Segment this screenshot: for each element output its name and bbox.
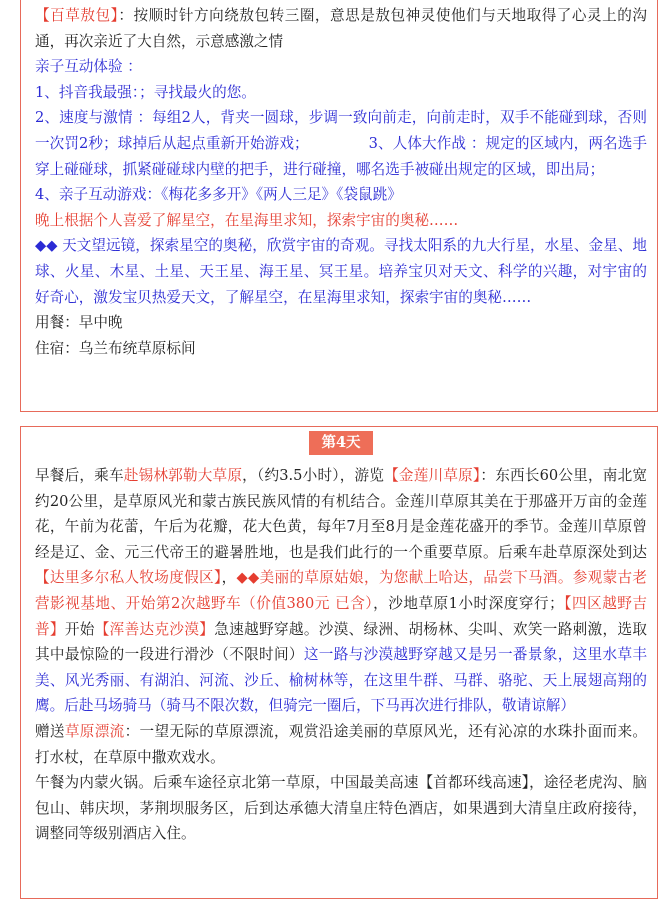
- telescope-paragraph: [35, 233, 647, 310]
- activity-items-2-3: [35, 105, 647, 182]
- lodging-line: 住宿：乌兰布统草原标间: [35, 339, 196, 357]
- meals-line: 用餐：早中晚: [35, 314, 123, 332]
- text-segment: ，沙地草原1小时深度穿行；: [373, 594, 564, 612]
- day4-itinerary-card: [20, 426, 658, 899]
- jinlianchuan-title: 【金莲川草原】: [384, 467, 481, 484]
- welcome-highlight: ◆◆美丽的草原姑娘，为您献上哈达，品尝下马酒。参观蒙古老营影视基地、开始第2次越野车（价值380元 已含）: [35, 569, 647, 612]
- text-segment: ，: [221, 569, 237, 587]
- text-segment: 赠送: [35, 722, 65, 740]
- baicao-title: 【百草敖包】: [35, 7, 119, 24]
- day4-main-paragraph: [35, 463, 647, 719]
- scenery-description: 这一路与沙漠越野穿越又是另一番景象，这里水草丰美、风光秀丽、有湖泊、河流、沙丘、榆树林等，在这里牛群、马群、骆驼、天上展翅高翔的鹰。后赴马场骑马（骑马不限次数，但骑完一圈后，下马再次进行排队，敬请谅解）: [35, 646, 647, 715]
- rafting-paragraph: [35, 719, 647, 770]
- activity-item-3: 3、人体大作战 ：规定的区域内，两名选手穿上碰碰球，抓紧碰碰球内壁的把手，进行碰撞，哪名选手被碰出规定的区域，即出局；: [35, 134, 647, 178]
- rafting-title: 草原漂流: [64, 722, 125, 740]
- baicao-text: ：按顺时针方向绕敖包转三圈，意思是敖包神灵使他们与天地取得了心灵上的沟通，再次亲近了大自然，示意感激之情: [35, 7, 647, 50]
- activity-item-1: 1、抖音我最强：；寻找最火的您。: [35, 83, 256, 101]
- baicao-paragraph: [35, 3, 647, 54]
- destination-xilinguole: 赴锡林郭勒大草原: [123, 467, 243, 484]
- diamond-bullet-icon: ◆◆: [35, 237, 58, 255]
- day-badge: 第4天: [309, 431, 373, 455]
- text-segment: ，（约3.5小时），游览: [242, 467, 385, 484]
- dali-ranch-title: 【达里多尔私人牧场度假区】: [35, 569, 222, 587]
- lunch-paragraph: 午餐为内蒙火锅。后乘车途径京北第一草原，中国最美高速【首都环线高速】，途径老虎沟、脑包山、韩庆坝，茅荆坝服务区，后到达承德大清皇庄特色酒店，如果遇到大清皇庄政府接待，调整同等级别酒店入住。: [35, 774, 647, 843]
- evening-note: 晚上根据个人喜爱了解星空，在星海里求知，探索宇宙的奥秘……: [35, 211, 459, 229]
- parent-child-heading: 亲子互动体验 ：: [35, 58, 142, 76]
- telescope-text: 天文望远镜，探索星空的奥秘，欣赏宇宙的奇观。寻找太阳系的九大行星，水星、金星、地球、火星、木星、土星、天王星、海王星、冥王星。培养宝贝对天文、科学的兴趣，对宇宙的好奇心，激发宝贝热爱天文，了解星空，在星海里求知，探索宇宙的奥秘……: [35, 237, 647, 306]
- day3-itinerary-card: [20, 0, 658, 412]
- text-segment: ：东西长60公里，南北宽约20公里，是草原风光和蒙古族民族风情的有机结合。金莲川草原其美在于那盛开万亩的金莲花，午前为花蕾，午后为花瓣，花大色黄，每年7月至8月是金莲花盛开的季节。金莲川草原曾经是辽、金、元三代帝王的避暑胜地，也是我们此行的一个重要草原。后乘车赴草原深处到达: [35, 467, 647, 561]
- activity-item-4: 4、亲子互动游戏：《梅花多多开》《两人三足》《袋鼠跳》: [35, 186, 402, 204]
- text-segment: ：一望无际的草原漂流，观赏沿途美丽的草原风光，还有沁凉的水珠扑面而来。打水杖，在草原中撒欢戏水。: [35, 722, 647, 766]
- text-segment: 开始: [64, 620, 95, 638]
- text-segment: 急速越野穿越。沙漠、绿洲、胡杨林、尖叫、欢笑一路刺激，选取其中最惊险的一段进行滑沙（不限时间）: [35, 620, 647, 664]
- jeep-title: 【四区越野吉普】: [35, 594, 648, 638]
- hunshandake-title: 【浑善达克沙漠】: [94, 620, 215, 638]
- activity-item-2: 2、速度与激情 ：每组2人，背夹一圆球，步调一致向前走，向前走时，双手不能碰到球，否则一次罚2秒；球掉后从起点重新开始游戏；: [35, 109, 647, 152]
- text-segment: 早餐后，乘车: [35, 467, 124, 484]
